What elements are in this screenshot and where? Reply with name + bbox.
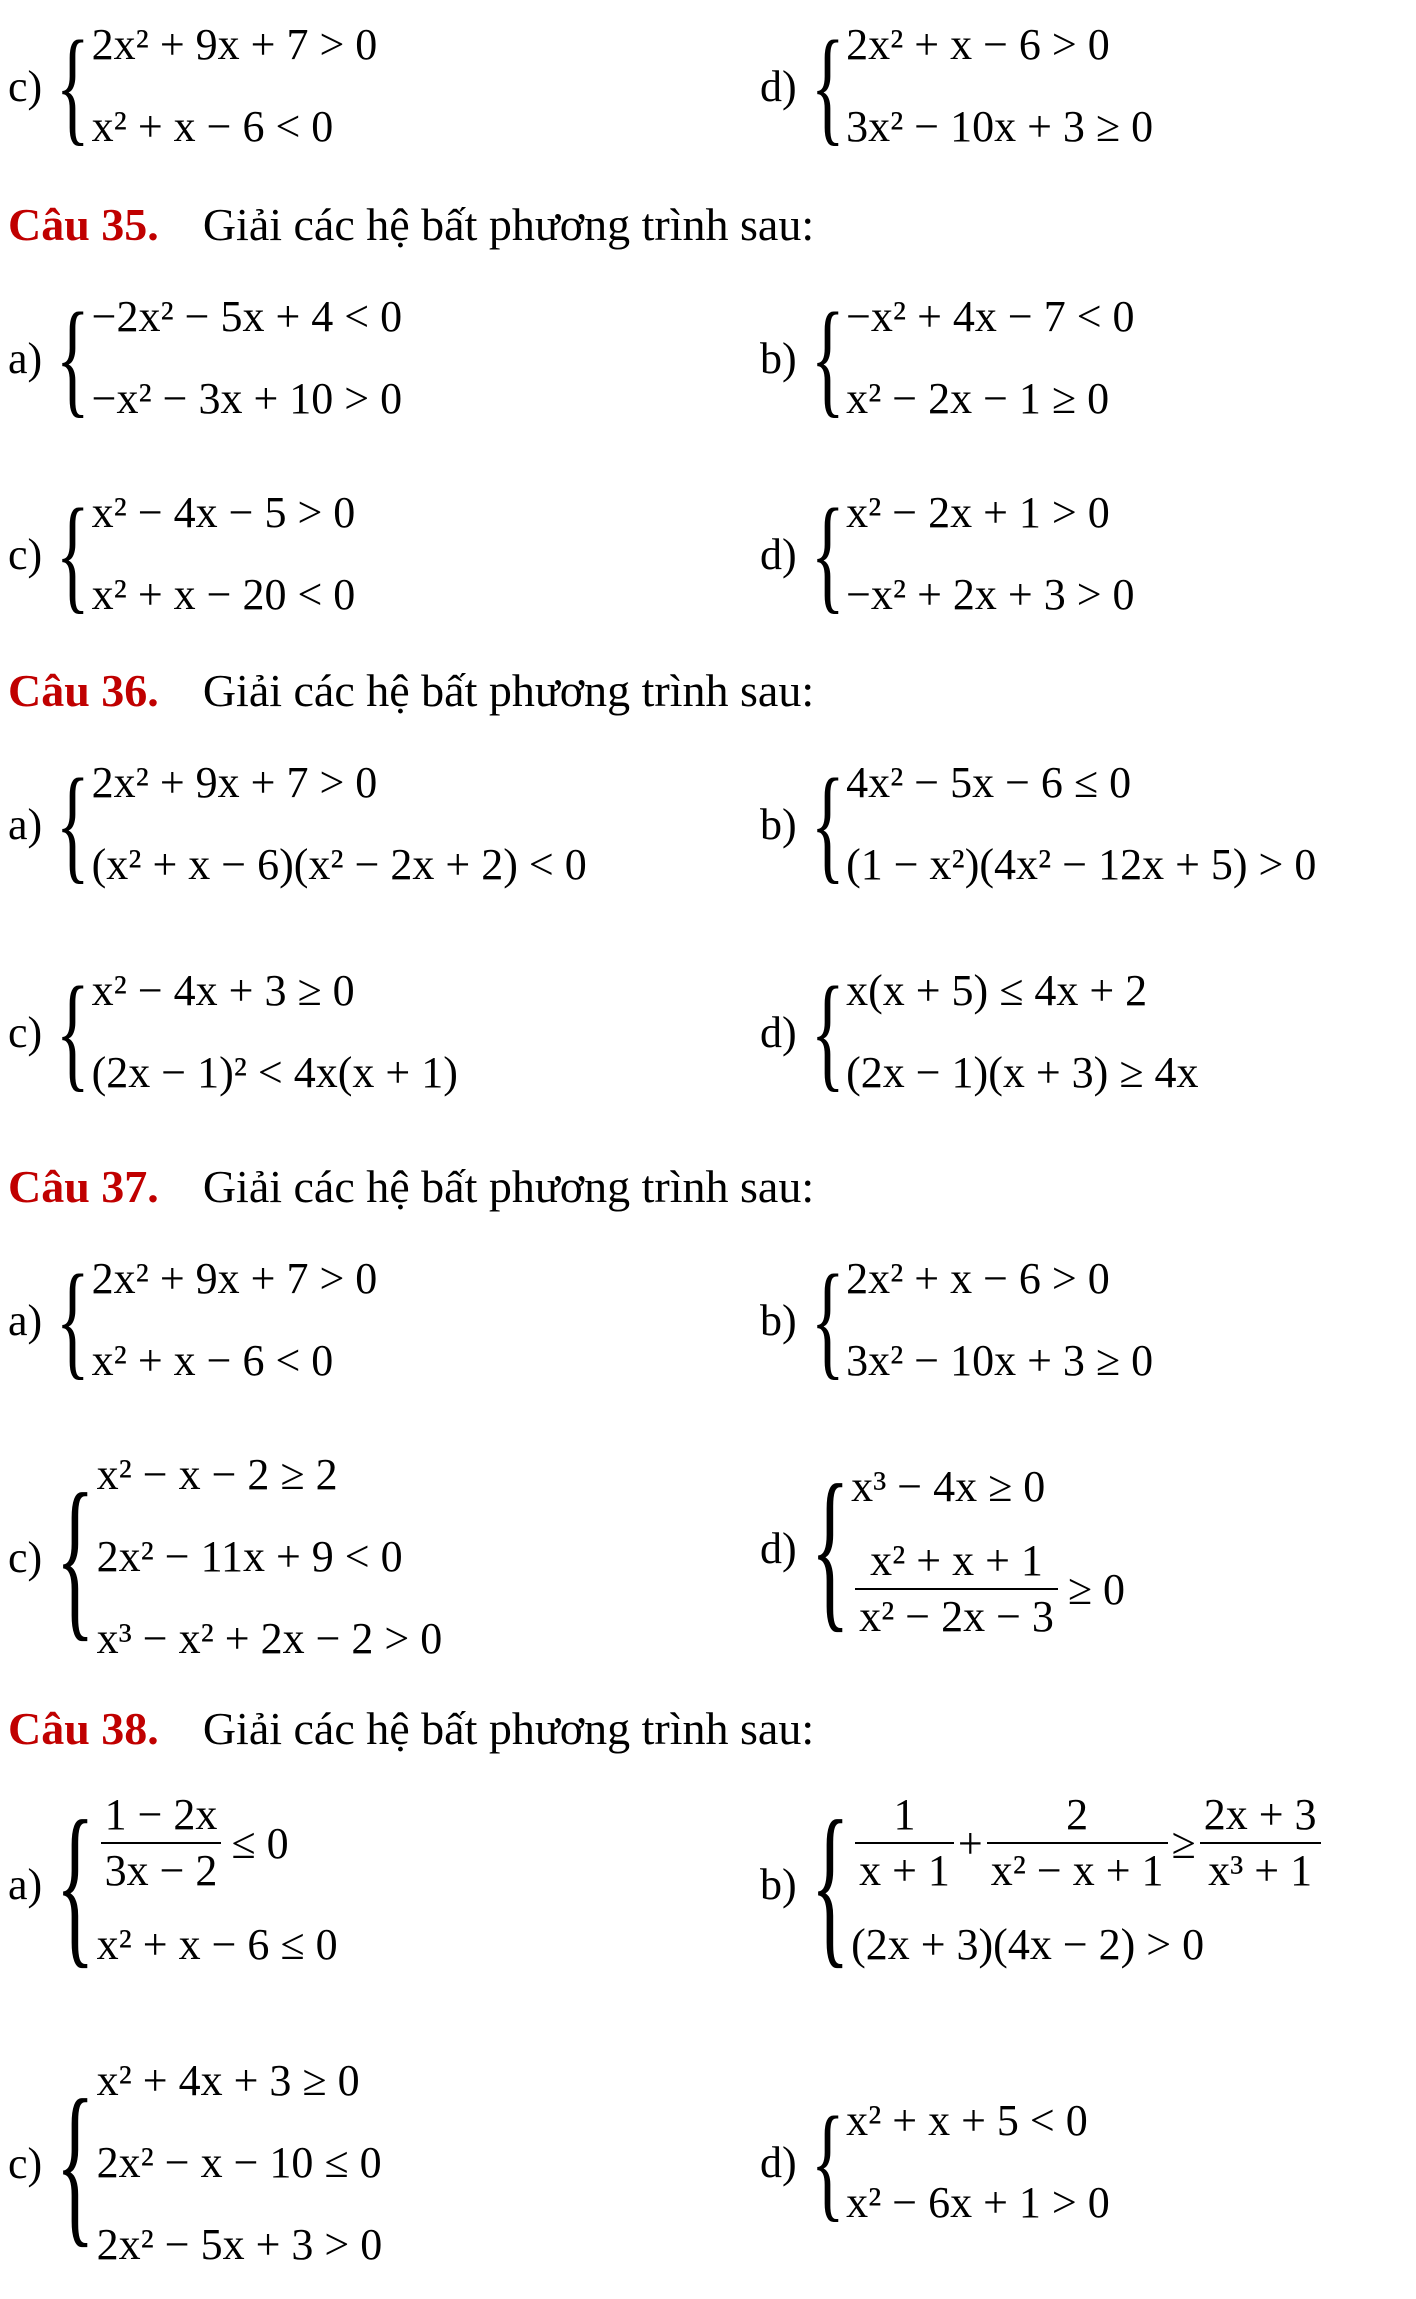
question-header-38: [8, 1700, 814, 1758]
inequality: 2x² − 11x + 9 < 0: [96, 1532, 403, 1581]
q35-item-c: [8, 472, 355, 636]
question-prompt: Giải các hệ bất phương trình sau:: [202, 1703, 815, 1754]
numerator: x² + x + 1: [870, 1536, 1043, 1585]
question-number: Câu 37.: [8, 1161, 159, 1212]
inequality: 2x² − 5x + 3 > 0: [96, 2220, 383, 2269]
q37-item-a: [8, 1238, 377, 1402]
inequality: 2x² + 9x + 7 > 0: [91, 758, 378, 807]
inequality: 2x² + 9x + 7 > 0: [91, 1254, 378, 1303]
q37-item-b: [760, 1238, 1153, 1402]
inequality: (2x + 3)(4x − 2) > 0: [851, 1920, 1205, 1969]
inequality: (1 − x²)(4x² − 12x + 5) > 0: [846, 840, 1317, 889]
q36-item-d: [760, 950, 1198, 1114]
left-brace: {: [810, 2091, 845, 2233]
inequality: −x² − 3x + 10 > 0: [91, 374, 403, 423]
q38-item-c: [8, 2040, 382, 2286]
item-label: b): [760, 333, 797, 383]
left-brace: {: [810, 15, 845, 157]
left-brace: {: [56, 287, 90, 429]
relation: ≥: [1171, 1818, 1196, 1868]
inequality: x² + x − 6 < 0: [91, 102, 334, 151]
inequality: x² − 2x + 1 > 0: [846, 488, 1110, 537]
question-number: Câu 35.: [8, 199, 159, 250]
item-label: a): [8, 1859, 43, 1909]
item-label: d): [760, 529, 797, 579]
top-item-c: [8, 4, 377, 168]
fraction-inequality: [851, 1528, 1125, 1650]
item-label: c): [8, 2138, 43, 2188]
inequality: x² + x − 6 ≤ 0: [96, 1920, 338, 1969]
fraction: [855, 1534, 1058, 1644]
left-brace: {: [810, 753, 845, 895]
question-number: Câu 38.: [8, 1703, 159, 1754]
item-label: a): [8, 799, 43, 849]
question-header-37: [8, 1158, 814, 1216]
left-brace: {: [810, 1784, 850, 1983]
numerator: 2: [1066, 1790, 1089, 1839]
relation: ≤ 0: [231, 1818, 289, 1868]
inequality: 3x² − 10x + 3 ≥ 0: [846, 1336, 1154, 1385]
q38-item-b: [760, 1782, 1325, 1986]
inequality: −x² + 2x + 3 > 0: [846, 570, 1135, 619]
item-label: a): [8, 1295, 43, 1345]
fraction: [1200, 1788, 1321, 1898]
item-label: d): [760, 1007, 797, 1057]
denominator: x² − 2x − 3: [859, 1592, 1054, 1641]
left-brace: {: [810, 287, 845, 429]
inequality: x² − 4x − 5 > 0: [91, 488, 356, 537]
inequality: 4x² − 5x − 6 ≤ 0: [846, 758, 1132, 807]
left-brace: {: [55, 1784, 95, 1983]
item-label: c): [8, 1007, 43, 1057]
inequality: 3x² − 10x + 3 ≥ 0: [846, 102, 1154, 151]
q36-item-a: [8, 742, 587, 906]
left-brace: {: [810, 1249, 845, 1391]
item-label: c): [8, 529, 43, 579]
q35-item-d: [760, 472, 1135, 636]
item-label: d): [760, 1523, 797, 1573]
denominator: x² − x + 1: [990, 1846, 1164, 1895]
fraction: [101, 1788, 222, 1898]
left-brace: {: [810, 961, 845, 1103]
denominator: x + 1: [859, 1846, 950, 1895]
inequality: x² − 6x + 1 > 0: [846, 2178, 1110, 2227]
fraction-inequality: [97, 1782, 338, 1904]
left-brace: {: [56, 753, 90, 895]
question-header-35: [8, 196, 814, 254]
inequality: −x² + 4x − 7 < 0: [846, 292, 1135, 341]
denominator: x³ + 1: [1208, 1846, 1313, 1895]
question-prompt: Giải các hệ bất phương trình sau:: [202, 1161, 815, 1212]
inequality: x³ − 4x ≥ 0: [851, 1462, 1046, 1511]
item-label: d): [760, 2137, 797, 2187]
question-header-36: [8, 662, 814, 720]
q35-item-a: [8, 276, 402, 440]
fraction: [855, 1788, 954, 1898]
left-brace: {: [55, 2063, 95, 2262]
left-brace: {: [56, 961, 90, 1103]
inequality: 2x² + 9x + 7 > 0: [91, 20, 378, 69]
fraction: [987, 1788, 1168, 1898]
inequality: x² − 4x + 3 ≥ 0: [91, 966, 355, 1015]
q37-item-c: [8, 1434, 442, 1680]
top-item-d: [760, 4, 1153, 168]
inequality: x² − 2x − 1 ≥ 0: [846, 374, 1110, 423]
item-label: b): [760, 1859, 797, 1909]
left-brace: {: [56, 483, 90, 625]
inequality: 2x² + x − 6 > 0: [846, 1254, 1110, 1303]
inequality: x² + x − 6 < 0: [91, 1336, 334, 1385]
q36-item-c: [8, 950, 458, 1114]
inequality: −2x² − 5x + 4 < 0: [91, 292, 403, 341]
left-brace: {: [56, 1249, 90, 1391]
left-brace: {: [810, 1448, 850, 1647]
item-label: c): [8, 1532, 43, 1582]
item-label: c): [8, 61, 43, 111]
left-brace: {: [810, 483, 845, 625]
inequality: x³ − x² + 2x − 2 > 0: [96, 1614, 443, 1663]
fraction-inequality: [851, 1782, 1324, 1904]
inequality: 2x² − x − 10 ≤ 0: [96, 2138, 382, 2187]
numerator: 1 − 2x: [104, 1790, 218, 1839]
numerator: 1: [893, 1790, 916, 1839]
inequality: x(x + 5) ≤ 4x + 2: [846, 966, 1148, 1015]
inequality: x² + x − 20 < 0: [91, 570, 356, 619]
relation: ≥ 0: [1067, 1564, 1126, 1614]
item-label: b): [760, 799, 797, 849]
inequality: (2x − 1)(x + 3) ≥ 4x: [846, 1048, 1199, 1097]
inequality: x² + x + 5 < 0: [846, 2096, 1088, 2145]
plus-sign: +: [957, 1818, 983, 1868]
inequality: (x² + x − 6)(x² − 2x + 2) < 0: [91, 840, 587, 889]
inequality: x² + 4x + 3 ≥ 0: [96, 2056, 360, 2105]
item-label: d): [760, 61, 797, 111]
item-label: a): [8, 333, 43, 383]
question-number: Câu 36.: [8, 665, 159, 716]
item-label: b): [760, 1295, 797, 1345]
q36-item-b: [760, 742, 1316, 906]
left-brace: {: [55, 1457, 95, 1656]
inequality: 2x² + x − 6 > 0: [846, 20, 1110, 69]
q35-item-b: [760, 276, 1135, 440]
numerator: 2x + 3: [1203, 1790, 1317, 1839]
left-brace: {: [56, 15, 90, 157]
q38-item-d: [760, 2080, 1110, 2244]
question-prompt: Giải các hệ bất phương trình sau:: [202, 199, 815, 250]
q38-item-a: [8, 1782, 338, 1986]
inequality: x² − x − 2 ≥ 2: [96, 1450, 338, 1499]
q37-item-d: [760, 1446, 1125, 1650]
inequality: (2x − 1)² < 4x(x + 1): [91, 1048, 458, 1097]
question-prompt: Giải các hệ bất phương trình sau:: [202, 665, 815, 716]
denominator: 3x − 2: [104, 1846, 218, 1895]
